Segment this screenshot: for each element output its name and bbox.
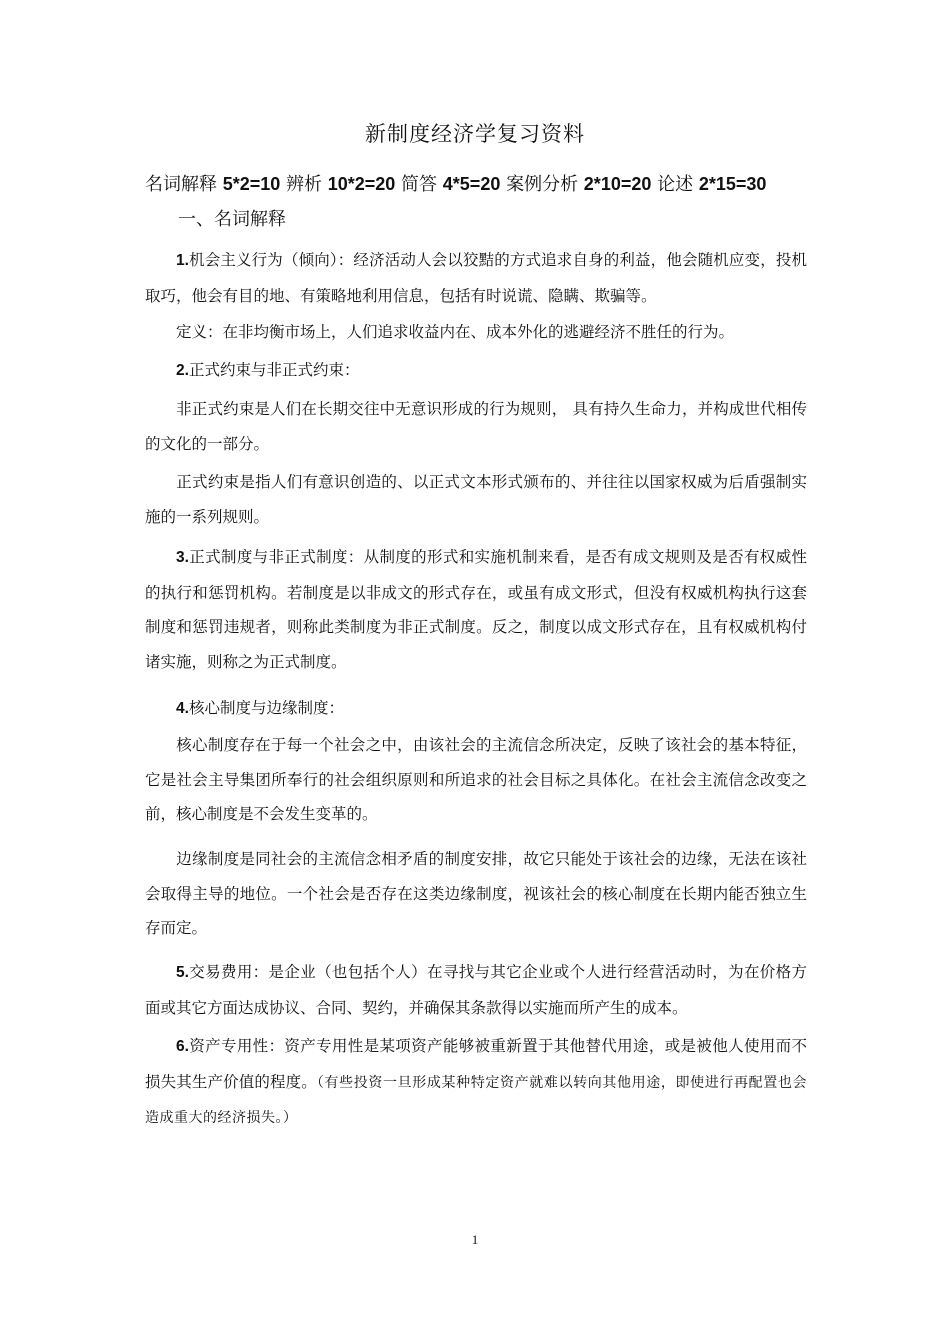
item-text: 非正式约束是人们在长期交往中无意识形成的行为规则， 具有持久生命力，并构成世代相传的文化的一部分。: [145, 400, 807, 453]
paragraph-core-institution: [145, 728, 807, 832]
scoring-label-2: 辨析: [280, 174, 328, 195]
paragraph-formal-constraint: [145, 465, 807, 534]
item-text: 核心制度与边缘制度：: [188, 699, 344, 717]
item-text: 交易费用：是企业（也包括个人）在寻找与其它企业或个人进行经营活动时，为在价格方面或其它方面达成协议、合同、契约，并确保其条款得以实施而所产生的成本。: [145, 963, 807, 1017]
paragraph-item-1: [145, 243, 807, 313]
item-text: 正式约束与非正式约束：: [188, 361, 360, 379]
item-text: 核心制度存在于每一个社会之中，由该社会的主流信念所决定，反映了该社会的基本特征，它是社会主导集团所奉行的社会组织原则和所追求的社会目标之具体化。在社会主流信念改变之前，核心制度是不会发生变革的。: [145, 736, 807, 823]
item-text: 资产专用性：资产专用性是某项资产能够被重新置于其他替代用途，或是被他人使用而不损失其生产价值的程度。: [145, 1037, 807, 1091]
page-title: 新制度经济学复习资料: [365, 122, 585, 146]
item-text: 正式制度与非正式制度：从制度的形式和实施机制来看，是否有成文规则及是否有权威性的执行和惩罚机构。若制度是以非成文的形式存在，或虽有成文形式，但没有权威机构执行这套制度和惩罚违规者，则称此类制度为非正式制度。反之，制度以成文形式存在，且有权威机构付诸实施，则称之为正式制度。: [145, 548, 807, 671]
item-text: 正式约束是指人们有意识创造的、以正式文本形式颁布的、并往往以国家权威为后盾强制实施的一系列规则。: [145, 473, 807, 526]
scoring-value-4: 2*10=20: [583, 174, 652, 194]
scoring-label-4: 案例分析: [500, 174, 584, 195]
item-number: 3.: [176, 549, 189, 566]
paragraph-item-5: [145, 955, 807, 1025]
scoring-value-2: 10*2=20: [327, 174, 396, 194]
item-note: （有些投资一旦形成某种特定资产就难以转向其他用途，即使进行再配置也会造成重大的经济损失。）: [145, 1074, 807, 1126]
scoring-value-3: 4*5=20: [442, 174, 501, 194]
paragraph-informal-constraint: [145, 392, 807, 461]
item-number: 5.: [176, 964, 189, 981]
exam-scoring-line: [145, 170, 766, 196]
item-text: 定义：在非均衡市场上，人们追求收益内在、成本外化的逃避经济不胜任的行为。: [176, 323, 735, 341]
page-number: 1: [471, 1232, 479, 1247]
paragraph-item-3: [145, 540, 807, 679]
paragraph-marginal-institution: [145, 842, 807, 946]
item-number: 2.: [176, 362, 189, 379]
paragraph-item-4: [145, 691, 807, 727]
scoring-value-5: 2*15=30: [698, 174, 767, 194]
item-number: 6.: [176, 1038, 189, 1055]
item-number: 1.: [176, 252, 189, 269]
paragraph-item-6: [145, 1029, 807, 1136]
item-number: 4.: [176, 700, 189, 717]
scoring-value-1: 5*2=10: [222, 174, 281, 194]
scoring-label-1: 名词解释: [145, 174, 223, 195]
section-heading: 一、名词解释: [178, 209, 286, 230]
scoring-label-3: 简答: [395, 174, 443, 195]
item-text: 机会主义行为（倾向）：经济活动人会以狡黠的方式追求自身的利益，他会随机应变，投机取巧，他会有目的地、有策略地利用信息，包括有时说谎、隐瞒、欺骗等。: [145, 251, 807, 305]
item-text: 边缘制度是同社会的主流信念相矛盾的制度安排，故它只能处于该社会的边缘，无法在该社会取得主导的地位。一个社会是否存在这类边缘制度，视该社会的核心制度在长期内能否独立生存而定。: [145, 850, 807, 937]
paragraph-item-2: [145, 353, 807, 389]
scoring-label-5: 论述: [651, 174, 699, 195]
paragraph-definition: [145, 315, 807, 350]
